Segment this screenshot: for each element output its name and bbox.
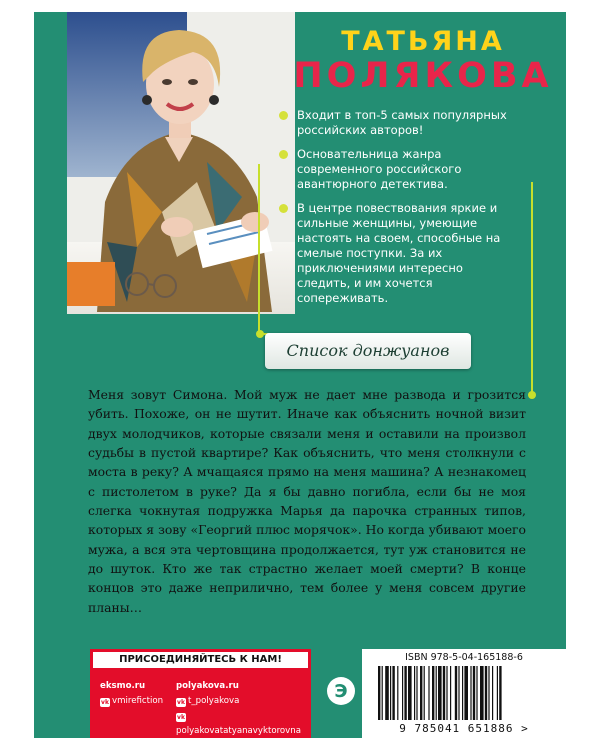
barcode-bar — [424, 666, 425, 720]
vk-link-left[interactable] — [100, 694, 163, 709]
logo-letter: Э — [334, 681, 348, 702]
publisher-logo — [326, 676, 356, 710]
vk-link-right-1-text: t_polyakova — [188, 696, 240, 706]
barcode-bar — [492, 666, 493, 720]
highlight-item — [279, 201, 517, 306]
decor-line-left — [258, 164, 260, 334]
barcode-bar — [392, 666, 394, 720]
book-title-plate — [265, 333, 471, 369]
vk-icon: vk — [177, 699, 185, 706]
highlight-item — [279, 108, 517, 138]
barcode-bar — [476, 666, 477, 720]
author-last-name: ПОЛЯКОВА — [293, 56, 553, 96]
vk-link-right-1[interactable] — [176, 694, 311, 709]
barcode-bar — [485, 666, 487, 720]
author-photo-illustration — [67, 12, 295, 314]
barcode-bar — [473, 666, 475, 720]
barcode-bar — [480, 666, 484, 720]
site-link-polyakova[interactable]: polyakova.ru — [176, 681, 239, 691]
join-header: ПРИСОЕДИНЯЙТЕСЬ К НАМ! — [93, 652, 308, 668]
barcode-bar — [414, 666, 415, 720]
social-right-column — [176, 679, 311, 738]
barcode-bar — [378, 666, 380, 720]
barcode-bar — [432, 666, 434, 720]
author-highlights — [279, 108, 517, 315]
barcode-icon — [376, 666, 552, 722]
author-photo — [67, 12, 295, 314]
vk-icon: vk — [177, 714, 185, 721]
bullet-icon — [279, 150, 288, 159]
vk-icon: vk — [101, 699, 109, 706]
highlight-text: В центре повествования яркие и сильные женщины, умеющие настоять на своем, способные на смелые поступки. За их приключениями интересно следить, и им хочется сопереживать. — [297, 201, 501, 305]
barcode-bar — [420, 666, 422, 720]
decor-line-right — [531, 182, 533, 397]
book-annotation: Меня зовут Симона. Мой муж не дает мне развода и грозится убить. Похоже, он не шутит. Иначе как объяснить ночной визит двух молодчиков, которые связали меня и оставили на произвол судьбы в пустой квартире? Как объяснить, что меня столкнули с моста в реку? А мчащаяся прямо на меня машина? А незнакомец с пистолетом в руке? Да я бы давно погибла, если бы не моя слегка чокнутая подружка Марья да парочка странных типов, которых я зову «Георгий плюс морячок». Но когда убивают моего мужа, а вся эта чертовщина продолжается, тут уж становится не до шуток. Кто же так страстно желает моей смерти? В конце концов это даже неприлично, тем более у меня совсем другие планы… — [88, 387, 526, 615]
barcode-bar — [458, 666, 459, 720]
vk-link-left-text: vmirefiction — [112, 696, 164, 706]
barcode-bar — [446, 666, 447, 720]
isbn-text: ISBN 978-5-04-165188-6 — [405, 652, 523, 663]
barcode-bar — [404, 666, 406, 720]
highlight-text: Входит в топ-5 самых популярных российских авторов! — [297, 108, 507, 137]
barcode-bar — [438, 666, 442, 720]
barcode-bar — [488, 666, 489, 720]
barcode-bar — [464, 666, 468, 720]
barcode-bar — [455, 666, 457, 720]
barcode-bar — [499, 666, 501, 720]
barcode-block — [362, 649, 566, 738]
book-back-cover — [34, 12, 566, 738]
barcode-bar — [497, 666, 498, 720]
barcode-bar — [397, 666, 398, 720]
barcode-bar — [416, 666, 417, 720]
barcode-bar — [408, 666, 412, 720]
author-first-name: ТАТЬЯНА — [341, 26, 505, 57]
barcode-number: 9 785041 651886 > — [399, 722, 529, 735]
vk-link-right-2[interactable] — [176, 709, 311, 738]
barcode-bar — [402, 666, 403, 720]
decor-dot-left — [256, 330, 264, 338]
eksmo-logo-icon — [326, 676, 356, 706]
social-left-column — [100, 679, 163, 709]
bullet-icon — [279, 204, 288, 213]
social-links-box — [90, 649, 311, 738]
barcode-bar — [436, 666, 437, 720]
barcode-bar — [443, 666, 445, 720]
site-link-eksmo[interactable]: eksmo.ru — [100, 681, 146, 691]
decor-dot-right — [528, 391, 536, 399]
highlight-item — [279, 147, 517, 192]
barcode-bar — [462, 666, 463, 720]
book-title: Список донжуанов — [286, 341, 450, 360]
barcode-bar — [382, 666, 383, 720]
barcode-bar — [385, 666, 389, 720]
barcode-bar — [428, 666, 429, 720]
bullet-icon — [279, 111, 288, 120]
barcode-bar — [470, 666, 471, 720]
highlight-text: Основательница жанра современного российского авантюрного детектива. — [297, 147, 462, 191]
barcode-bar — [390, 666, 391, 720]
barcode-bar — [450, 666, 451, 720]
vk-link-right-2-text: polyakovatatyanavyktorovna — [176, 726, 301, 736]
